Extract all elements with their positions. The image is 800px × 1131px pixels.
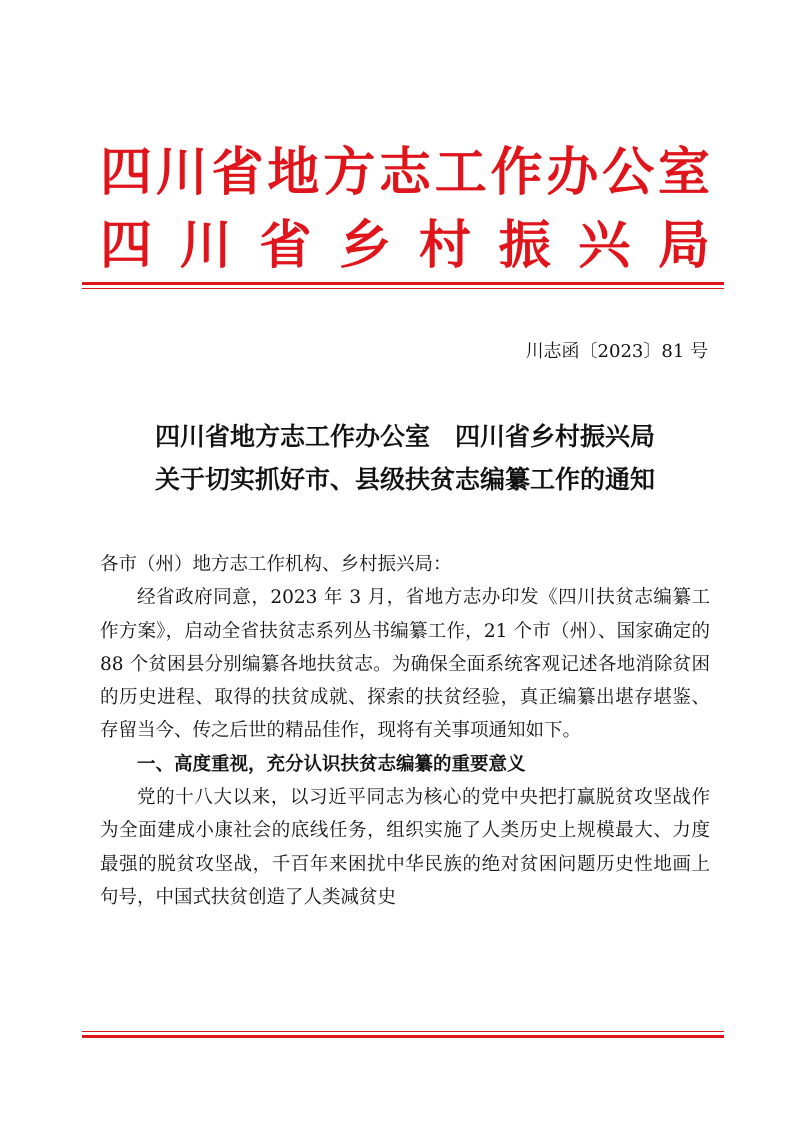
paragraph: 经省政府同意，2023 年 3 月，省地方志办印发《四川扶贫志编纂工作方案》，启动全省扶贫志系列丛书编纂工作，21 个市（州）、国家确定的 88 个贫困县分别编纂各地扶贫志。为确保全面系统客观记述各地消除贫困的历史进程、取得的扶贫成就、探索的扶贫经验，真正编纂出堪存堪鉴、存留当今、传之后世的精品佳作，现将有关事项通知如下。 — [100, 587, 710, 742]
footer-rule-thin — [82, 1031, 724, 1032]
document-title-line-1: 四川省地方志工作办公室 四川省乡村振兴局 — [154, 422, 655, 451]
header-rule-thin — [82, 288, 724, 289]
document-number: 川志函〔2023〕81 号 — [525, 341, 708, 362]
section-heading: 一、高度重视，充分认识扶贫志编纂的重要意义 — [137, 753, 526, 775]
footer-rule-thick — [82, 1035, 724, 1038]
co-issuing-office-name: 四 川 省 乡 村 振 兴 局 — [100, 216, 710, 276]
paragraph: 党的十八大以来，以习近平同志为核心的党中央把打赢脱贫攻坚战作为全面建成小康社会的底线任务，组织实施了人类历史上规模最大、力度最强的脱贫攻坚战，千百年来困扰中华民族的绝对贫困问题历史性地画上句号，中国式扶贫创造了人类减贫史 — [100, 787, 710, 908]
issuing-office-name: 四川省地方志工作办公室 — [100, 143, 710, 203]
salutation: 各市（州）地方志工作机构、乡村振兴局： — [100, 554, 452, 575]
header-rule-thick — [82, 282, 724, 285]
document-title-line-2: 关于切实抓好市、县级扶贫志编纂工作的通知 — [154, 465, 655, 494]
document-body — [100, 548, 710, 914]
